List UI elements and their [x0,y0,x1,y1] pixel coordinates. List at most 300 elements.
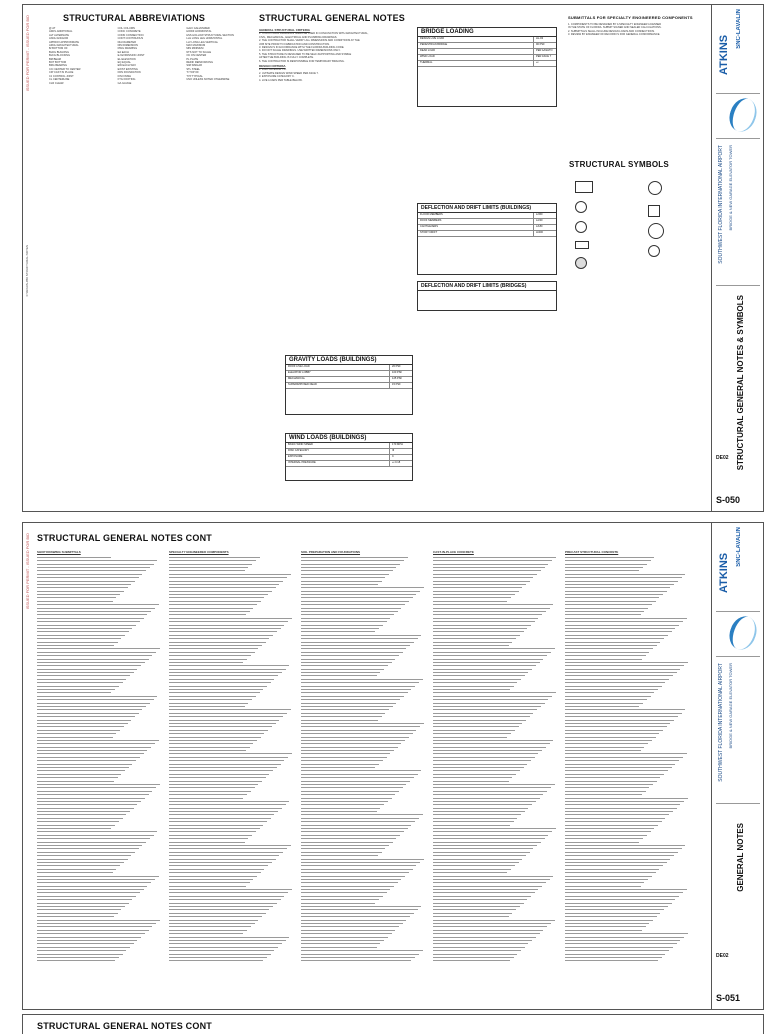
airport-logo-icon-2 [725,613,761,654]
text-line [565,872,656,873]
text-line [565,638,664,639]
wind-loads-title: WIND LOADS (BUILDINGS) [286,434,412,443]
text-line [433,733,511,734]
text-line [565,818,665,819]
text-line [565,933,688,934]
text-line [301,889,390,890]
text-line [565,892,683,893]
text-line [37,892,140,893]
text-line [169,933,243,934]
text-line [433,842,541,843]
text-line [433,689,510,690]
text-line [37,703,150,704]
text-line [37,659,149,660]
text-line [301,906,421,907]
text-line [433,557,556,558]
abbrev-entry: TYP TYPICAL [186,74,203,78]
bridge-loading-title: BRIDGE LOADING [418,28,556,37]
text-line [169,743,253,744]
abbrev-entry: GA GAUGE [117,81,132,85]
deflection-buildings-title: DEFLECTION AND DRIFT LIMITS (BUILDINGS) [418,204,556,213]
abbrev-entry: EXIST EXISTING [117,67,138,71]
text-line [565,645,657,646]
text-line [301,876,405,877]
text-line [37,584,131,585]
text-line [433,801,536,802]
text-line [169,899,281,900]
table-cell: RISK CATEGORY [288,449,310,452]
general-notes-cont-title: STRUCTURAL GENERAL NOTES CONT [37,533,212,543]
text-line [433,740,553,741]
text-line [37,686,119,687]
text-line [565,855,674,856]
table-cell: SUPERIMPOSED DEAD [288,383,317,386]
text-line [169,943,282,944]
text-line [565,692,654,693]
text-line [169,652,255,653]
text-line [301,943,380,944]
text-line [565,886,641,887]
north-arrow-icon [575,257,587,269]
text-line [301,628,379,629]
text-line [37,896,136,897]
text-line [37,954,123,955]
text-line [433,757,535,758]
specialty-notes: 1. COMPONENTS TO BE DESIGNED BY A SPECIALTY ENGINEER LICENSED IN THE STATE OF FLORIDA. SUBMIT SIGNED AND SEALED CALCULATIONS. 2. SUBMITTALS SHALL INCLUDE DESIGN LOADS AND CONNECTIONS. 3. REVIEW BY ENGINEER OF RECORD IS FOR GENERAL CONFORMANCE. [568,23,662,37]
text-line [301,760,383,761]
text-line [433,743,550,744]
text-line [169,889,292,890]
text-line [433,923,551,924]
text-line [169,960,263,961]
table-cell: C [389,455,412,460]
text-line [433,659,543,660]
general-note-line: 5. THE STRUCTURE IS DESIGNED TO BE SELF-SUPPORTING AND STABLE [259,52,352,56]
text-line [37,631,129,632]
text-line [433,730,515,731]
text-line [169,879,253,880]
general-note-line: GENERAL STRUCTURAL CRITERIA [259,28,310,32]
text-line [301,879,401,880]
text-line [301,811,377,812]
text-line [37,662,145,663]
general-note-line: 2. ULTIMATE DESIGN WIND SPEED PER ASCE 7. [259,71,319,75]
text-line [433,567,545,568]
text-line [433,601,507,602]
text-line [433,933,540,934]
text-line [37,740,159,741]
text-line [301,821,415,822]
text-line [169,699,252,700]
text-line [433,669,532,670]
text-line [37,818,123,819]
text-line [37,723,128,724]
text-line [433,699,548,700]
text-line [37,865,120,866]
text-line [169,686,267,687]
text-line [565,804,680,805]
text-line [301,577,385,578]
text-line [433,937,536,938]
text-line [301,892,387,893]
text-line [37,855,131,856]
text-line [169,655,251,656]
text-line [433,635,520,636]
text-line [301,926,399,927]
text-line [169,767,277,768]
text-line [565,679,669,680]
text-line [37,798,145,799]
text-line [301,611,398,612]
text-line [565,594,663,595]
text-line [565,909,664,910]
text-line [37,743,155,744]
text-line [301,662,392,663]
text-line [565,930,642,931]
text-line [565,862,667,863]
text-line [301,720,378,721]
text-line [565,859,670,860]
text-line [433,876,553,877]
text-line [433,770,520,771]
abbrev-entry: DWG DRAWING [117,47,138,51]
text-line [301,865,416,866]
text-line [169,791,251,792]
abbrev-entry: NTS NOT TO SCALE [186,50,212,54]
text-line [565,865,663,866]
text-line [301,950,423,951]
table-cell: THERMAL [420,61,433,64]
text-line [37,652,156,653]
notes-column [565,549,689,999]
text-line [565,798,688,799]
text-line [169,604,257,605]
text-line [301,560,404,561]
text-line [433,577,533,578]
text-line [565,635,668,636]
text-line [565,831,651,832]
text-line [301,645,410,646]
text-line [433,791,547,792]
text-line [37,940,137,941]
text-line [169,774,269,775]
text-line [301,621,387,622]
text-line [301,859,424,860]
text-line [433,943,528,944]
text-line [565,669,680,670]
abbrev-entry: OC ON CENTER [186,54,207,58]
general-note-line: 1. RISK CATEGORY III. [259,68,287,72]
text-line [169,682,271,683]
text-line [433,628,527,629]
text-line [37,794,149,795]
text-line [565,733,659,734]
text-line [37,933,145,934]
text-line [169,831,256,832]
text-line [301,737,409,738]
text-line [565,652,649,653]
text-line [433,720,526,721]
text-line [433,618,538,619]
text-line [565,740,652,741]
text-line [565,675,673,676]
text-line [565,557,654,558]
text-line [169,750,246,751]
text-line [301,835,400,836]
text-line [37,655,152,656]
text-line [301,818,419,819]
text-line [301,655,399,656]
text-line [37,574,142,575]
text-line [565,618,687,619]
text-line [565,648,653,649]
notes-section-heading: PRECAST STRUCTURAL CONCRETE [565,550,619,554]
text-line [169,716,283,717]
text-line [169,577,287,578]
text-line [37,801,141,802]
text-line [565,597,659,598]
text-line [169,923,255,924]
abbrev-entry: C/C CENTER TO CENTER [49,67,81,71]
text-line [169,570,245,571]
text-line [301,930,395,931]
issued-stamp-2: ISSUED FOR PERMIT - ISSUED FOR BID [25,533,30,610]
text-line [301,845,389,846]
text-line [301,699,400,700]
text-line [565,923,649,924]
text-line [433,947,525,948]
client-logo [716,93,760,139]
text-line [169,859,276,860]
text-line [565,825,658,826]
notes-column [37,549,161,999]
text-line [433,869,511,870]
text-line [169,865,268,866]
text-line [565,750,641,751]
text-line [169,564,252,565]
text-line [301,957,415,958]
text-line [301,798,392,799]
text-line [433,564,548,565]
text-line [37,781,114,782]
text-line [301,794,395,795]
text-line [565,926,646,927]
text-line [301,652,403,653]
text-line [565,770,668,771]
abbrev-entry: EQ EQUAL [117,61,131,65]
abbrev-entry: UNO UNLESS NOTED OTHERWISE [186,78,230,82]
abbrev-entry: CIP CAST IN PLACE [49,71,74,75]
text-line [433,818,517,819]
text-line [37,557,111,558]
text-line [301,648,406,649]
drawing-sheet-s050 [22,4,764,512]
text-line [37,696,157,697]
text-line [37,608,155,609]
text-line [565,882,644,883]
text-line [565,764,675,765]
text-line [565,604,652,605]
text-line [37,587,128,588]
text-line [169,801,289,802]
text-line [565,614,641,615]
text-line [37,597,116,598]
text-line [301,631,375,632]
text-line [37,835,154,836]
abbrev-entry: CLR CLEAR [49,81,64,85]
text-line [301,730,416,731]
text-line [433,750,542,751]
text-line [37,709,142,710]
text-line [169,777,266,778]
text-line [169,723,276,724]
text-line [169,567,248,568]
text-line [37,726,124,727]
sheet-title-2: GENERAL NOTES [736,823,745,892]
text-line [565,743,648,744]
table-cell: L/180 [533,225,556,230]
text-line [169,574,291,575]
text-line [169,930,247,931]
text-line [169,926,251,927]
text-line [37,882,151,883]
grid-symbol-icon [575,241,589,249]
anchor-icon [648,245,660,257]
text-line [301,862,420,863]
deflection-buildings-table [417,203,557,275]
text-line [37,760,136,761]
text-line [37,926,152,927]
text-line [301,920,406,921]
text-line [301,923,403,924]
text-line [433,787,551,788]
abbrev-entry: REINF REINFORCING [186,61,213,65]
sheet-title: STRUCTURAL GENERAL NOTES & SYMBOLS [736,295,745,471]
text-line [565,760,679,761]
text-line [37,787,156,788]
text-line [433,686,514,687]
text-line [565,848,682,849]
text-line [37,682,123,683]
table-row [286,383,412,389]
text-line [169,581,283,582]
text-line [433,848,533,849]
text-line [37,814,126,815]
text-line [37,960,115,961]
text-line [433,798,540,799]
text-line [169,896,284,897]
abbrev-entry: MAX MAXIMUM [186,44,206,48]
text-line [301,825,411,826]
text-line [37,950,126,951]
text-line [433,594,515,595]
text-line [433,926,547,927]
text-line [433,859,522,860]
text-line [37,899,132,900]
text-line [169,597,264,598]
text-line [433,767,524,768]
text-line [433,648,555,649]
text-line [169,808,282,809]
text-line [433,655,547,656]
text-line [37,648,160,649]
text-line [433,960,510,961]
text-line [433,764,527,765]
text-line [433,777,512,778]
text-line [37,957,119,958]
text-line [565,625,679,626]
text-line [169,835,252,836]
text-line [301,777,414,778]
text-line [37,831,157,832]
text-line [301,913,414,914]
text-line [301,855,378,856]
text-line [301,757,387,758]
text-line [301,618,390,619]
text-line [433,652,551,653]
text-line [301,659,395,660]
text-line [433,672,528,673]
text-line [301,682,419,683]
table-cell: 125 PSF [389,377,412,382]
text-line [37,821,119,822]
text-line [169,638,269,639]
text-line [301,808,380,809]
text-line [169,753,292,754]
general-note-line: 4. DO NOT SCALE DRAWINGS. USE WRITTEN DIMENSIONS ONLY. [259,49,341,53]
abbrev-entry: FTG FOOTING [117,78,136,82]
text-line [301,784,406,785]
text-line [433,713,533,714]
drawing-sheet-s051 [22,522,764,1010]
text-line [37,791,152,792]
text-line [565,560,651,561]
text-line [169,740,257,741]
text-line [433,581,530,582]
text-line [565,682,665,683]
text-line [37,947,130,948]
text-line [169,584,279,585]
table-cell: DEAD LOAD [420,49,435,52]
text-line [169,818,271,819]
text-line [301,604,405,605]
text-line [301,675,377,676]
text-line [565,845,685,846]
elevation-symbol-icon [575,221,587,233]
text-line [37,757,140,758]
specialty-title: SUBMITTALS FOR SPECIALTY ENGINEERED COMPONENTS [568,15,693,20]
text-line [301,801,388,802]
text-line [565,608,648,609]
firm-logo-2: ATKINS [718,552,730,593]
text-line [565,957,662,958]
text-line [433,889,538,890]
table-cell: ELEVATOR LOBBY [288,371,311,374]
table-cell: 20 PSF [389,365,412,370]
text-line [37,777,118,778]
text-line [37,665,141,666]
text-line [37,784,160,785]
text-line [301,791,399,792]
text-line [37,567,150,568]
general-note-line: 3. DESIGN IS IN ACCORDANCE WITH THE FLORIDA BUILDING CODE. [259,46,345,50]
text-line [169,642,266,643]
text-line [433,696,552,697]
text-line [301,960,411,961]
text-line [169,662,243,663]
text-line [565,709,685,710]
text-line [565,889,687,890]
